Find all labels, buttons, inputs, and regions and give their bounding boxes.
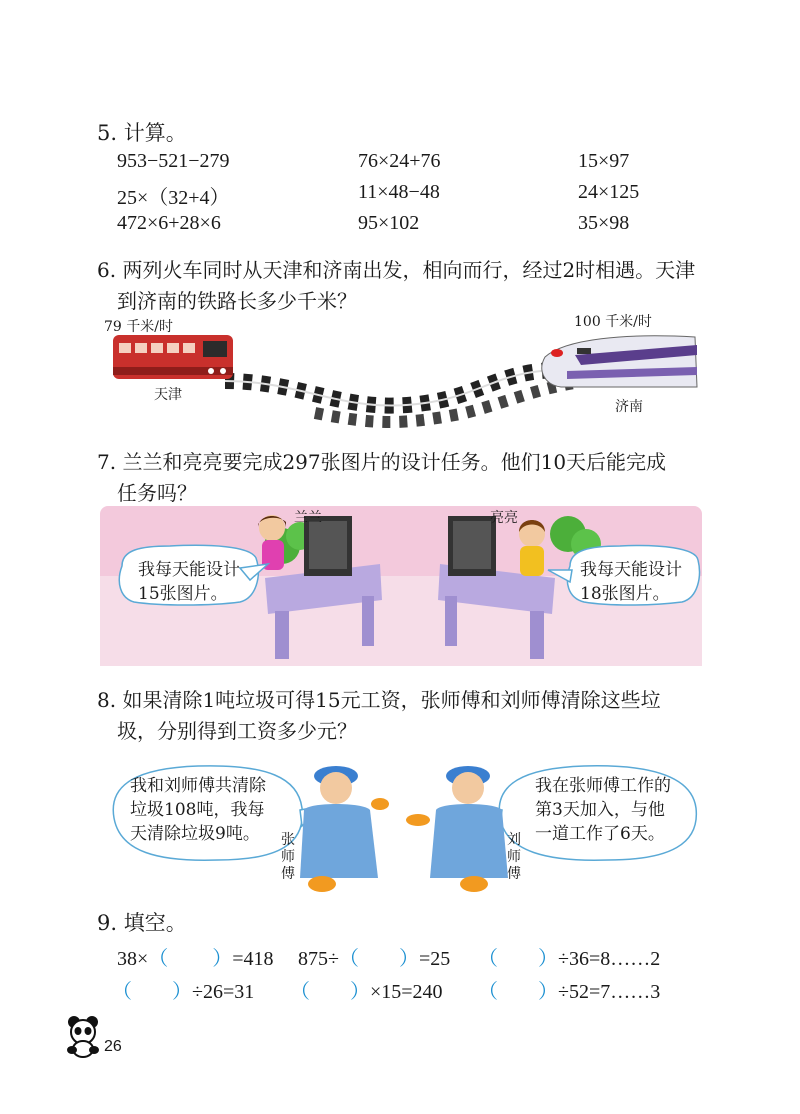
blank-paren-open: （	[148, 948, 169, 970]
label-zhang-shifu	[280, 832, 296, 883]
worker-zhang	[300, 766, 389, 892]
name-lanlan: 兰兰	[294, 510, 322, 526]
bubble-liu-line1: 我在张师傅工作的	[535, 776, 671, 796]
speed-right-label: 100 千米/时	[574, 314, 652, 330]
city-right-label: 济南	[615, 399, 643, 415]
blank-paren-close: ）	[538, 981, 558, 1003]
char: 师	[281, 849, 295, 865]
blank-paren-open: （	[338, 948, 359, 970]
q5-expr: 95×102	[358, 212, 420, 234]
page-number: 26	[104, 1038, 122, 1055]
fill-blank-4: （ ）÷26=31	[112, 981, 255, 1003]
fill-blank-2: 875÷（ ）=25	[298, 948, 451, 970]
fill-blank-1: 38×（ ）=418	[117, 948, 274, 970]
q5-expr: 953−521−279	[117, 150, 230, 172]
char: 刘	[507, 832, 521, 848]
q5-expr: 25×（32+4）	[117, 187, 230, 209]
q5-title: 5. 计算。	[97, 121, 187, 145]
bubble-right-line2: 18张图片。	[580, 584, 670, 604]
char: 傅	[507, 866, 521, 882]
bullet-train	[542, 336, 697, 387]
worker-liu	[406, 766, 508, 892]
blank-paren-open: （	[478, 981, 498, 1003]
bubble-left-line2: 15张图片。	[138, 584, 228, 604]
fill-blank-3: （ ）÷36=8……2	[478, 948, 661, 970]
char: 师	[507, 849, 521, 865]
city-left-label: 天津	[154, 387, 182, 403]
q8-line2: 圾，分别得到工资多少元？	[117, 719, 357, 743]
q7-line1: 7. 兰兰和亮亮要完成297张图片的设计任务。他们10天后能完成	[97, 450, 667, 474]
red-train	[113, 335, 233, 379]
char: 傅	[281, 866, 295, 882]
blank-paren-close: ）	[538, 948, 558, 970]
blank-paren-open: （	[290, 981, 310, 1003]
bubble-zhang-line3: 天清除垃圾9吨。	[130, 824, 260, 844]
blank-paren-close: ）	[172, 981, 192, 1003]
bubble-liu-line3: 一道工作了6天。	[535, 824, 665, 844]
name-liangliang: 亮亮	[490, 510, 518, 526]
blank-paren-close: ）	[398, 948, 419, 970]
blank-paren-open: （	[478, 948, 498, 970]
q5-expr: 11×48−48	[358, 181, 440, 203]
speed-left-label: 79 千米/时	[104, 319, 173, 335]
bubble-zhang-line1: 我和刘师傅共清除	[130, 776, 266, 796]
q8-line1: 8. 如果清除1吨垃圾可得15元工资，张师傅和刘师傅清除这些垃	[97, 688, 661, 712]
q6-line1: 6. 两列火车同时从天津和济南出发，相向而行，经过2时相遇。天津	[97, 258, 696, 282]
q9-title: 9. 填空。	[97, 911, 187, 935]
blank-paren-open: （	[112, 981, 132, 1003]
q5-expr: 24×125	[578, 181, 640, 203]
q5-expr: 76×24+76	[358, 150, 441, 172]
q7-line2: 任务吗？	[117, 481, 197, 505]
bubble-zhang-line2: 垃圾108吨，我每	[130, 800, 265, 820]
char: 张	[281, 832, 295, 848]
q6-line2: 到济南的铁路长多少千米？	[117, 289, 357, 313]
blank-paren-close: ）	[212, 948, 233, 970]
bubble-left-line1: 我每天能设计	[138, 560, 240, 580]
fill-blank-6: （ ）÷52=7……3	[478, 981, 661, 1003]
bubble-liu-line2: 第3天加入，与他	[535, 800, 665, 820]
bubble-right-line1: 我每天能设计	[580, 560, 682, 580]
label-liu-shifu	[506, 832, 522, 883]
panda-icon	[64, 1014, 102, 1058]
q5-expr: 472×6+28×6	[117, 212, 221, 234]
fill-blank-5: （ ）×15=240	[290, 981, 443, 1003]
blank-paren-close: ）	[350, 981, 370, 1003]
q5-expr: 35×98	[578, 212, 630, 234]
q5-expr: 15×97	[578, 150, 630, 172]
